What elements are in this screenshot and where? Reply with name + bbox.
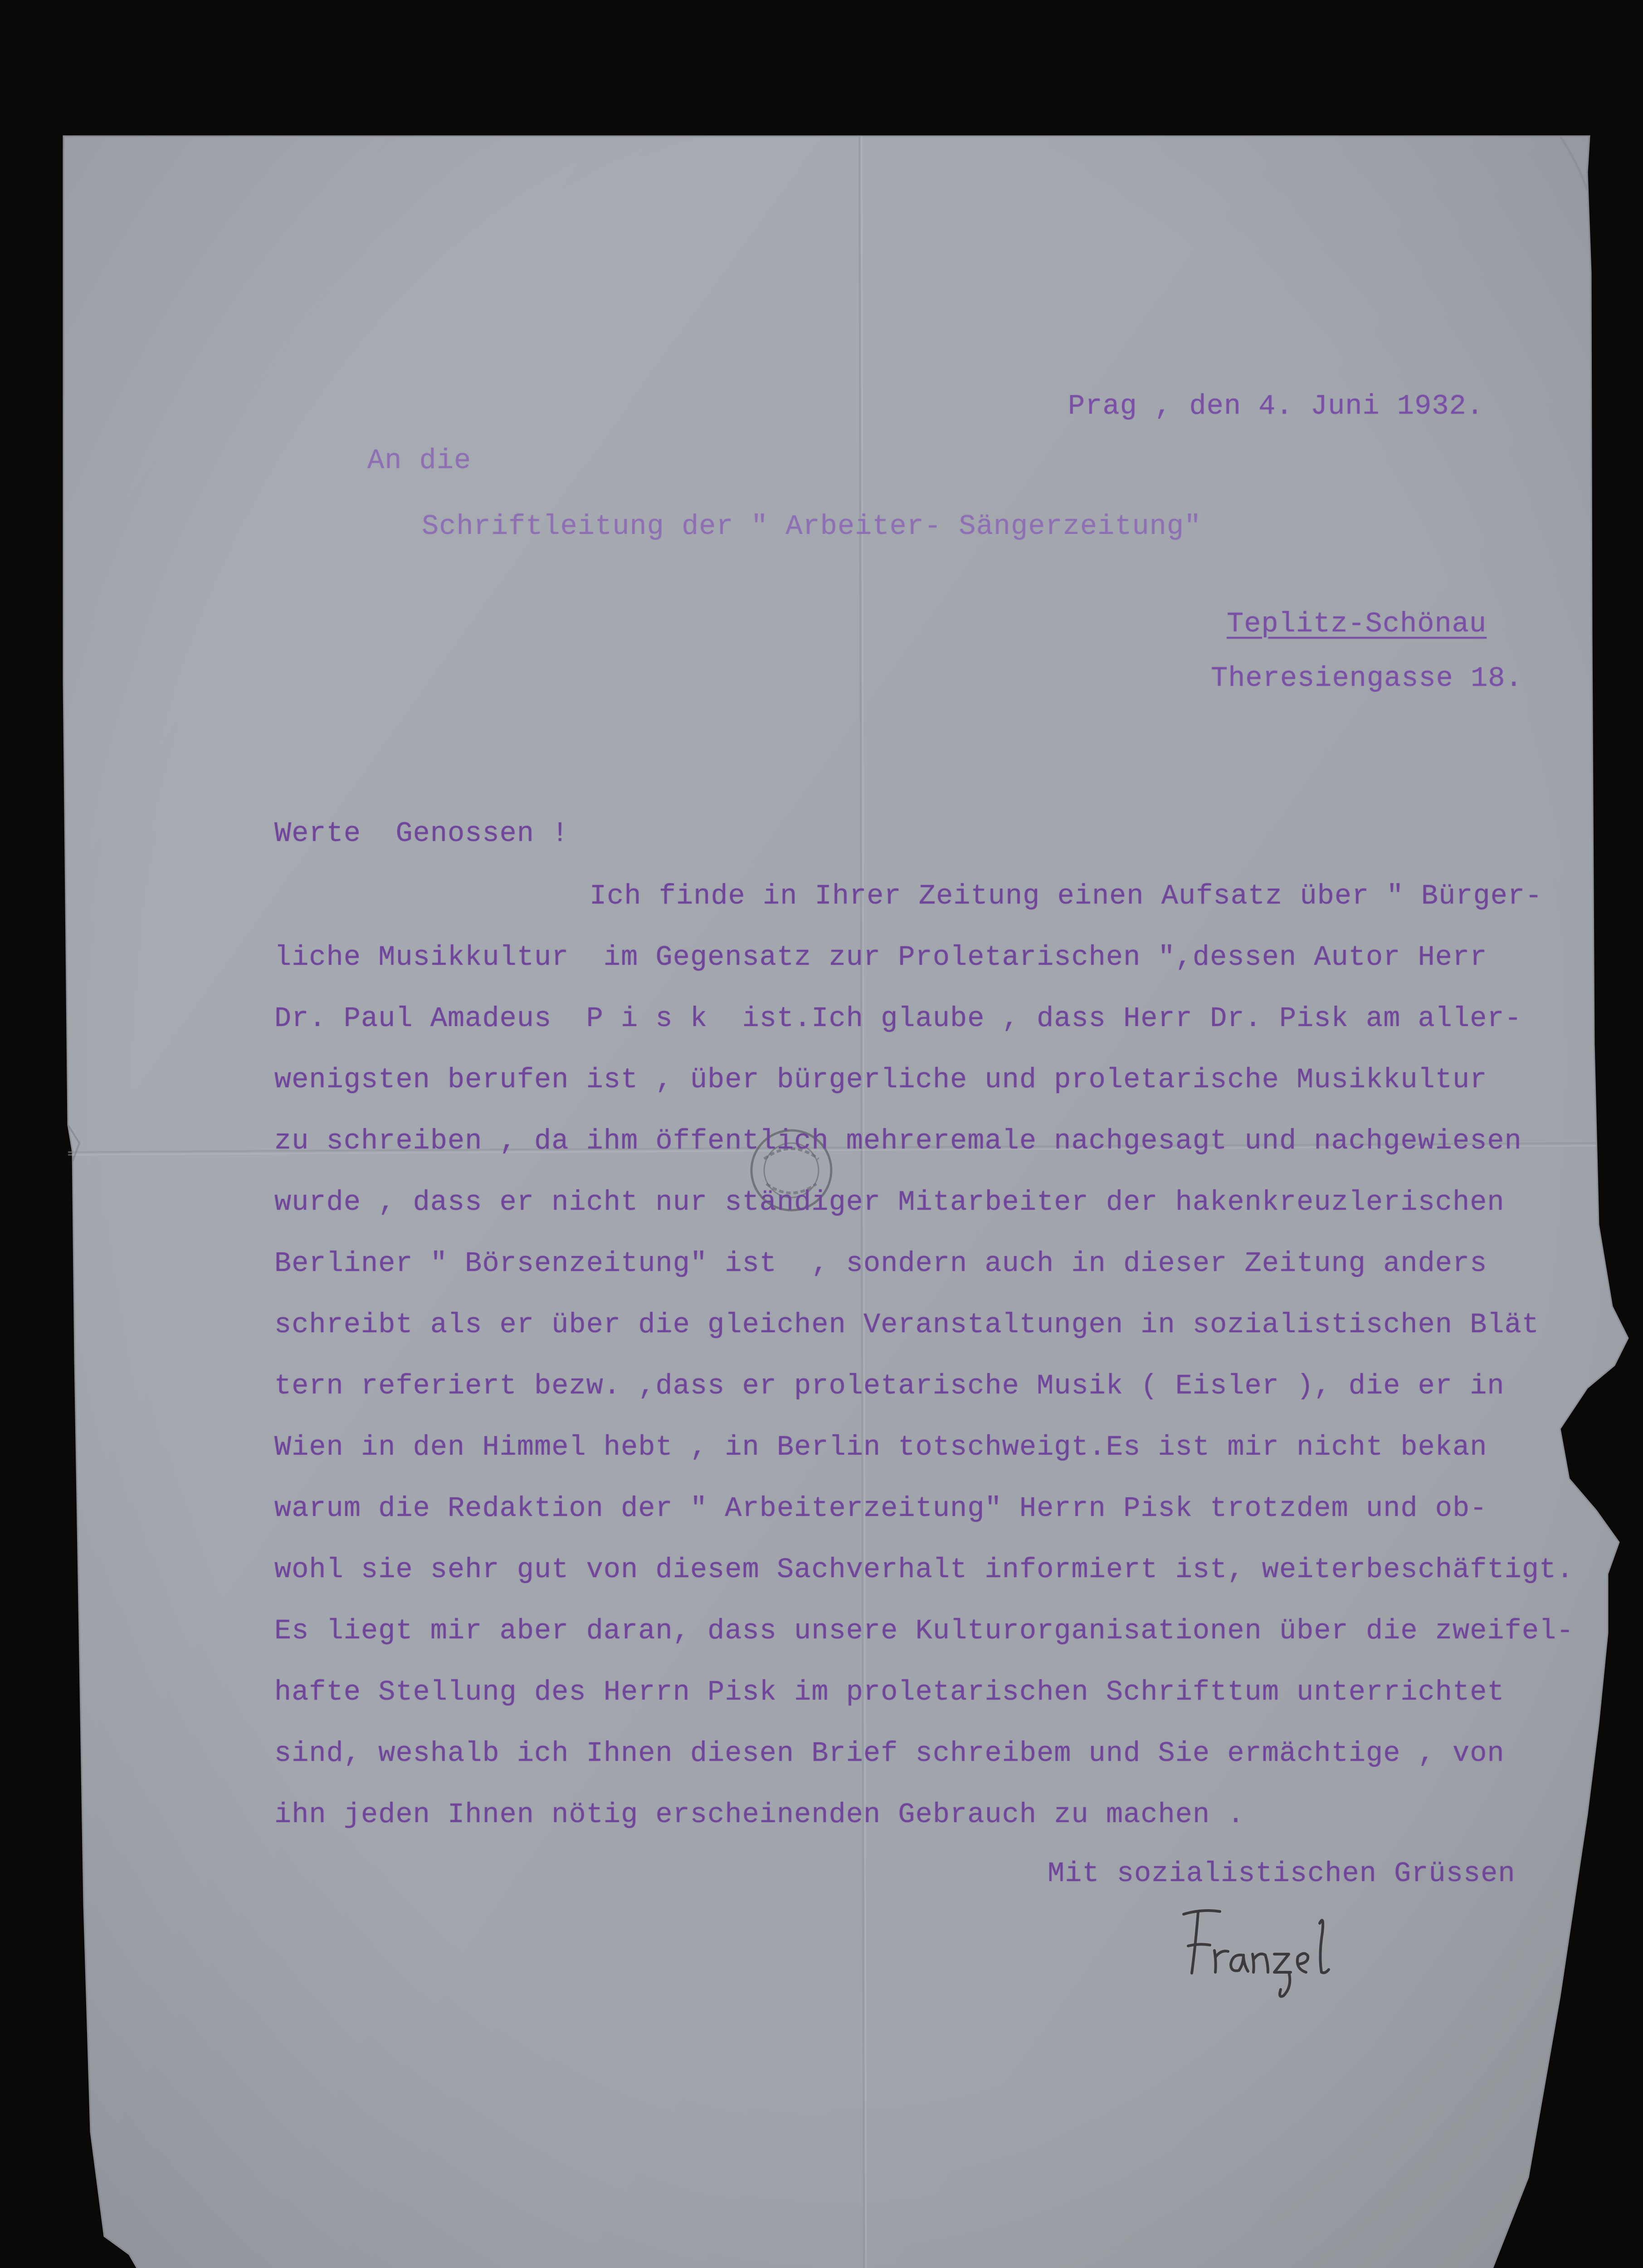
recipient-line-an-die: An die xyxy=(367,445,472,477)
body-line: Ich finde in Ihrer Zeitung einen Aufsatz über " Bürger- xyxy=(590,880,1543,912)
salutation: Werte Genossen ! xyxy=(274,817,569,850)
signature xyxy=(1170,1896,1406,2005)
recipient-city: Teplitz-Schönau xyxy=(1227,608,1487,640)
closing: Mit sozialistischen Grüssen xyxy=(1048,1857,1516,1890)
recipient-street: Theresiengasse 18. xyxy=(1211,662,1523,694)
body-line: wohl sie sehr gut von diesem Sachverhalt informiert ist, weiterbeschäftigt. xyxy=(274,1554,1574,1586)
date-line: Prag , den 4. Juni 1932. xyxy=(1068,390,1484,422)
body-line: liche Musikkultur im Gegensatz zur Proletarischen ",dessen Autor Herr xyxy=(274,941,1487,973)
body-line: ihn jeden Ihnen nötig erscheinenden Gebrauch zu machen . xyxy=(274,1799,1245,1831)
recipient-line-schriftleitung: Schriftleitung der " Arbeiter- Sängerzeitung" xyxy=(422,510,1202,543)
body-line: Wien in den Himmel hebt , in Berlin totschweigt.Es ist mir nicht bekan xyxy=(274,1431,1487,1463)
body-line: Dr. Paul Amadeus P i s k ist.Ich glaube , dass Herr Dr. Pisk am aller- xyxy=(274,1002,1522,1035)
body-line: Es liegt mir aber daran, dass unsere Kulturorganisationen über die zweifel- xyxy=(274,1615,1574,1647)
body-line: hafte Stellung des Herrn Pisk im proletarischen Schrifttum unterrichtet xyxy=(274,1676,1505,1708)
body-line: sind, weshalb ich Ihnen diesen Brief schreibem und Sie ermächtige , von xyxy=(274,1737,1505,1769)
body-line: wurde , dass er nicht nur ständiger Mitarbeiter der hakenkreuzlerischen xyxy=(274,1186,1505,1218)
body-line: tern referiert bezw. ,dass er proletarische Musik ( Eisler ), die er in xyxy=(274,1370,1505,1402)
body-line: schreibt als er über die gleichen Veranstaltungen in sozialistischen Blät xyxy=(274,1309,1540,1341)
body-line: Berliner " Börsenzeitung" ist , sondern auch in dieser Zeitung anders xyxy=(274,1247,1487,1280)
body-line: zu schreiben , da ihm öffentlich mehreremale nachgesagt und nachgewiesen xyxy=(274,1125,1522,1157)
body-line: warum die Redaktion der " Arbeiterzeitung" Herrn Pisk trotzdem und ob- xyxy=(274,1492,1487,1525)
body-line: wenigsten berufen ist , über bürgerliche und proletarische Musikkultur xyxy=(274,1064,1487,1096)
